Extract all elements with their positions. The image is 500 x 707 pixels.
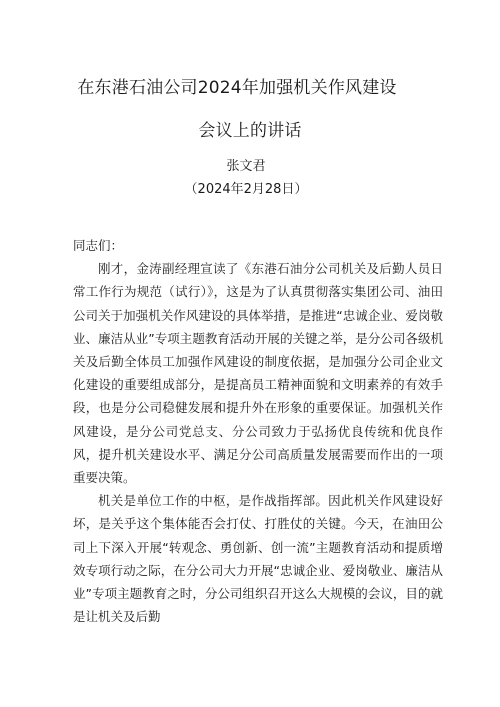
salutation: 同志们： (73, 238, 124, 253)
document-title-line-2: 会议上的讲话 (198, 121, 302, 141)
paragraph-1: 刚才，金涛副经理宣读了《东港石油分公司机关及后勤人员日常工作行为规范（试行）》，这是为了认真贯彻落实集团公司、油田公司关于加强机关作风建设的具体举措，是推进“忠诚企业、爱岗敬业、廉洁从业”专项主题教育活动开展的关键之举，是分公司各级机关及后勤全体员工加强作风建设的制度依据，是加强分公司企业文化建设的重要组成部分，是提高员工精神面貌和文明素养的有效手段，也是分公司稳健发展和提升外在形象的重要保证。加强机关作风建设，是分公司党总支、分公司致力于弘扬优良传统和优良作风，提升机关建设水平、满足分公司高质量发展需要而作出的一项重要决策。 (73, 261, 443, 486)
document-body (73, 234, 443, 628)
document-title-line-1: 在东港石油公司2024年加强机关作风建设 (77, 78, 397, 98)
paragraph-2: 机关是单位工作的中枢，是作战指挥部。因此机关作风建设好坏，是关乎这个集体能否会打仗、打胜仗的关键。今天，在油田公司上下深入开展“转观念、勇创新、创一流”主题教育活动和提质增效专项行动之际，在分公司大力开展“忠诚企业、爱岗敬业、廉洁从业”专项主题教育之时，分公司组织召开这么大规模的会议，目的就是让机关及后勤 (73, 493, 443, 625)
paragraph-list (73, 257, 443, 628)
document-author: 张文君 (226, 159, 266, 174)
document-date: （2024年2月28日） (184, 182, 308, 197)
